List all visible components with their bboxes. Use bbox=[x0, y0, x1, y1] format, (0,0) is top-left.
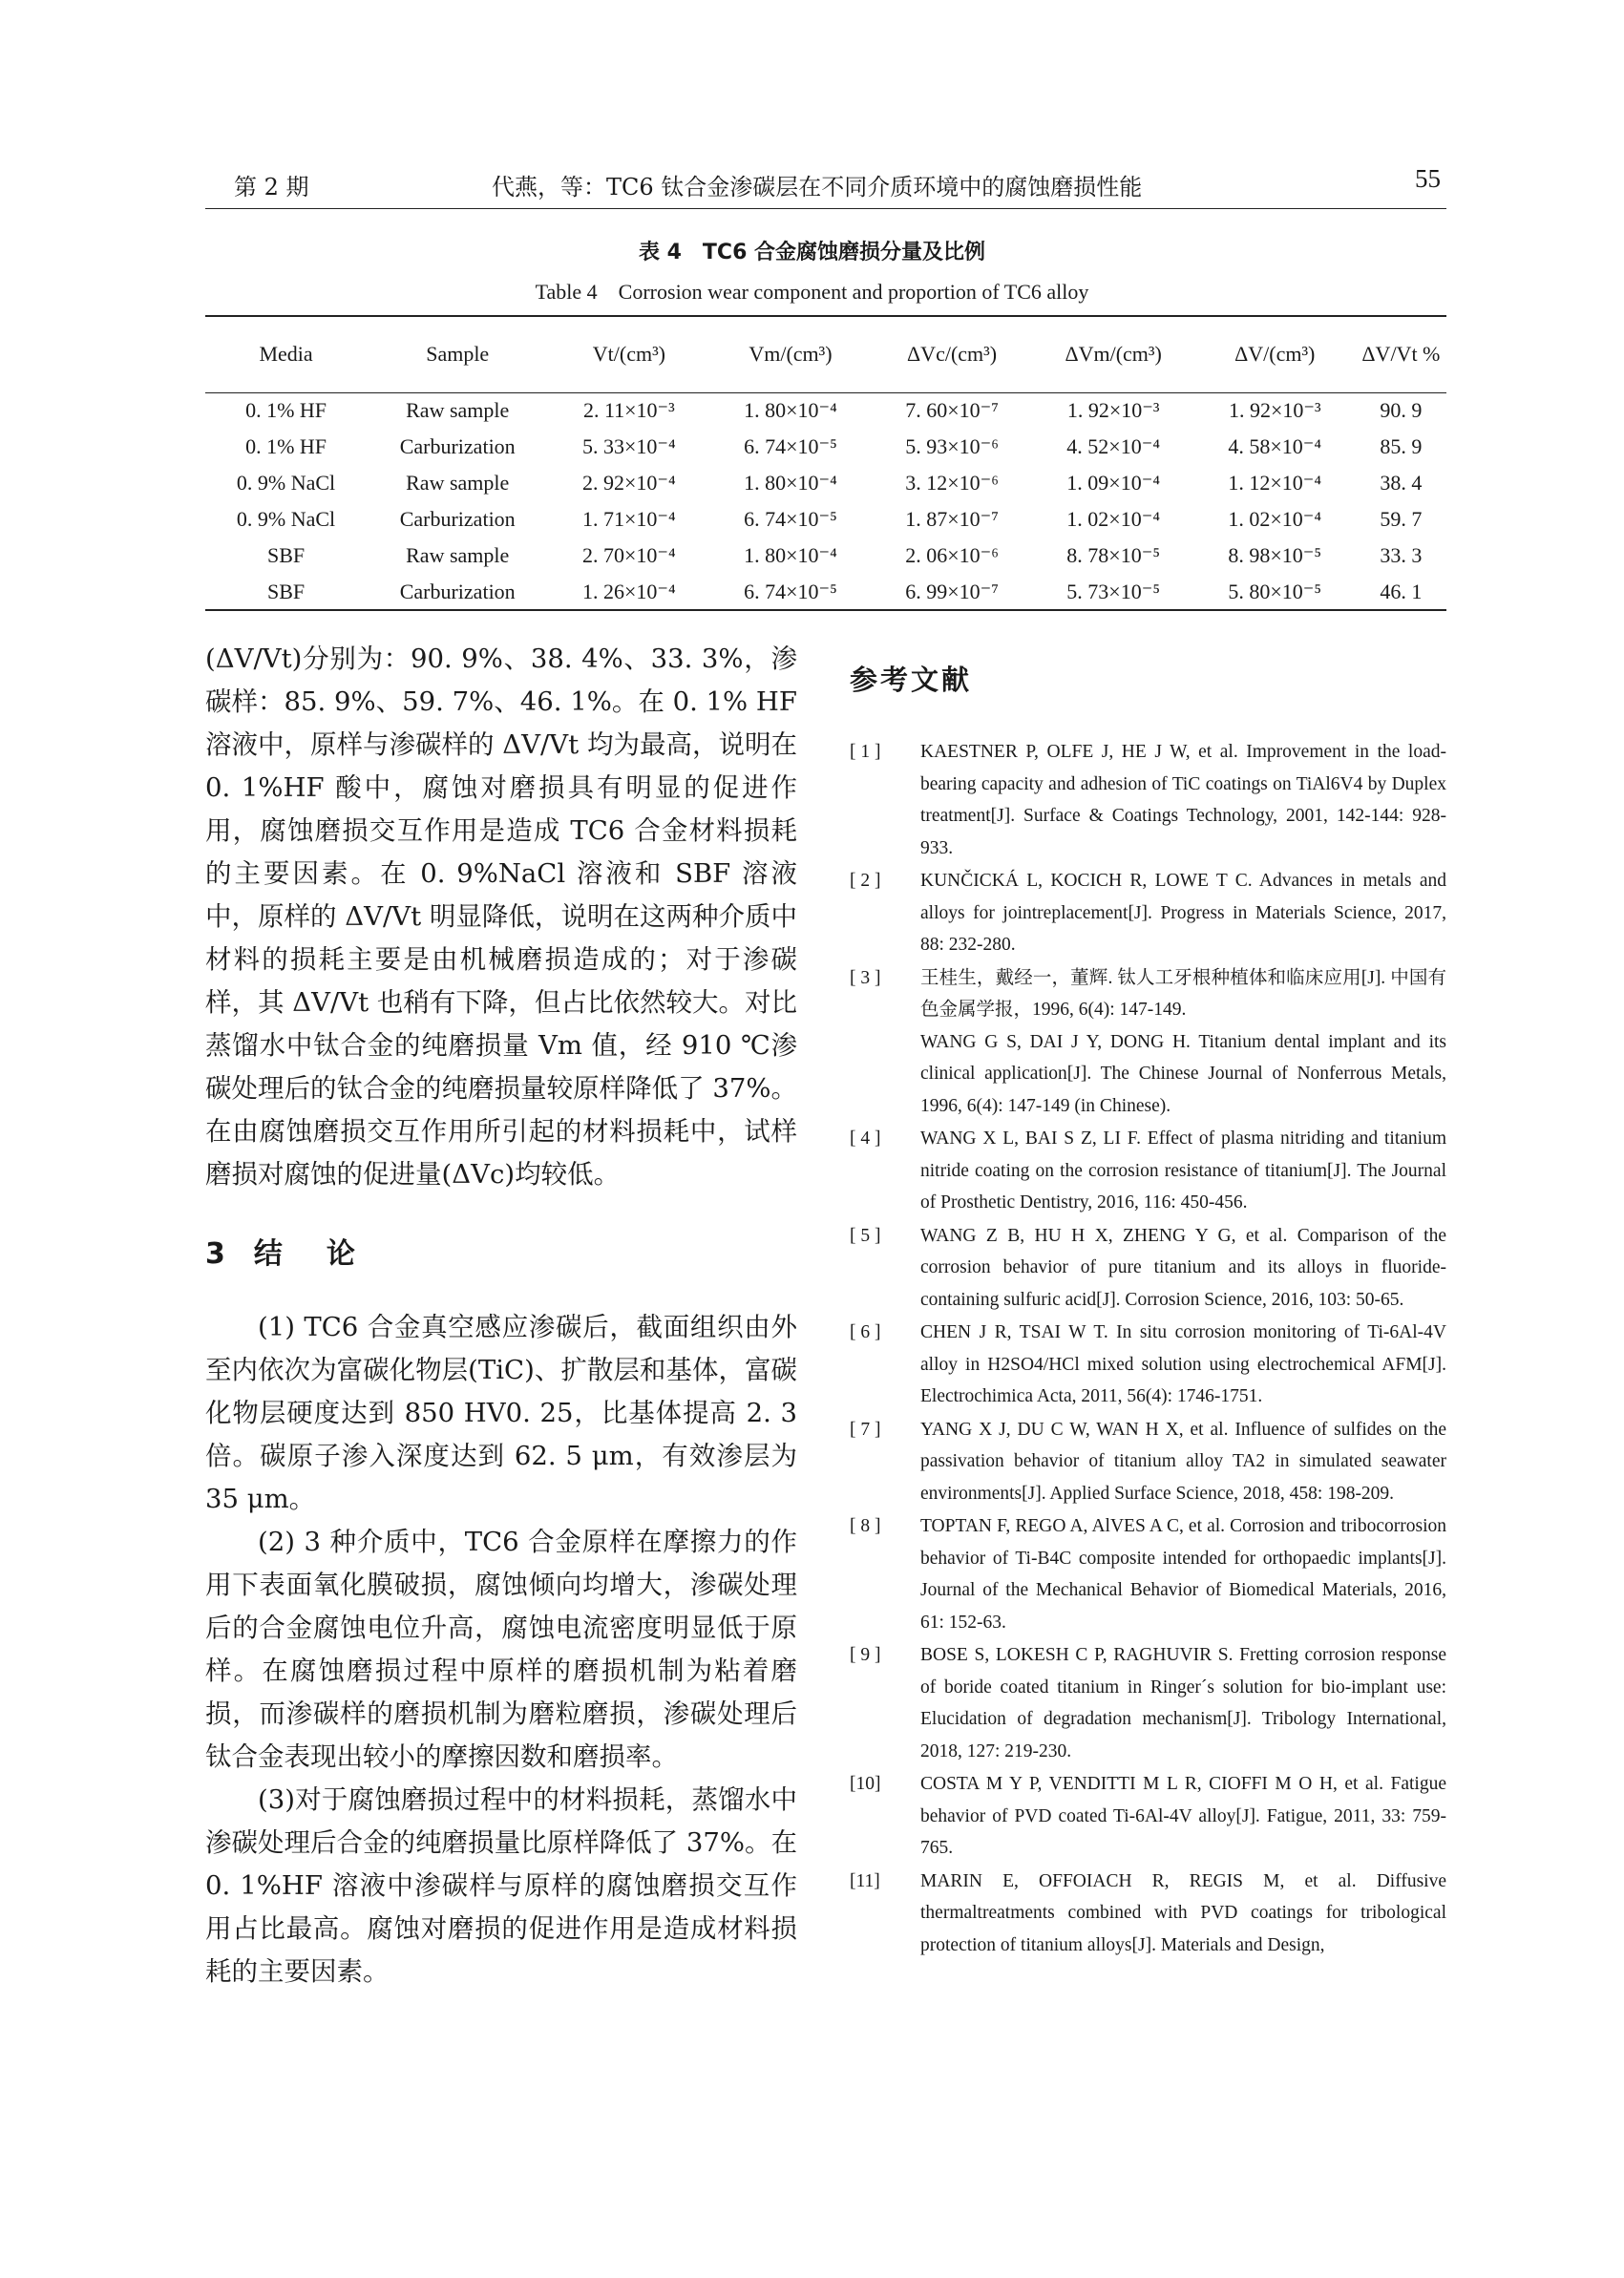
table-cell: 5. 73×10⁻⁵ bbox=[1066, 579, 1160, 603]
table-cell: 0. 9% NaCl bbox=[236, 471, 336, 495]
table-header-cell: Media bbox=[259, 342, 313, 367]
table-cell: 2. 92×10⁻⁴ bbox=[582, 471, 676, 495]
table-row bbox=[205, 392, 1446, 429]
reference-number: [ 9 ] bbox=[850, 1645, 881, 1665]
reference-number: [ 7 ] bbox=[850, 1419, 881, 1440]
table-cell: 2. 06×10⁻⁶ bbox=[905, 543, 999, 567]
table-cell: Raw sample bbox=[406, 398, 510, 423]
reference-text: KAESTNER P, OLFE J, HE J W, et al. Improvement in the load-bearing capacity and adhesion of TiC coatings on TiAl6V4 by Duplex treatment[J]. Surface & Coatings Technology, 2001, 142-144: 928-933. bbox=[920, 742, 1446, 858]
table-header-cell: ΔVc/(cm³) bbox=[907, 342, 998, 367]
reference-text: WANG X L, BAI S Z, LI F. Effect of plasma nitriding and titanium nitride coating on the corrosion resistance of titanium[J]. The Journal of Prosthetic Dentistry, 2016, 116: 450-456. bbox=[920, 1128, 1446, 1213]
issue-label: 第 2 期 bbox=[234, 174, 309, 200]
conclusion-1: (1) TC6 合金真空感应渗碳后，截面组织由外至内依次为富碳化物层(TiC)、扩散层和基体，富碳化物层硬度达到 850 HV0. 25，比基体提高 2. 3 倍。碳原子渗入深度达到 62. 5 μm，有效渗层为 35 μm。 bbox=[205, 1312, 797, 1514]
table-cell: 0. 9% NaCl bbox=[236, 507, 336, 531]
table-cell: 1. 80×10⁻⁴ bbox=[744, 543, 837, 567]
reference-item bbox=[850, 1639, 1446, 1767]
conclusion-2: (2) 3 种介质中，TC6 合金原样在摩擦力的作用下表面氧化膜破损，腐蚀倾向均增大，渗碳处理后的合金腐蚀电位升高，腐蚀电流密度明显低于原样。在腐蚀磨损过程中原样的磨损机制为粘着磨损，而渗碳样的磨损机制为磨粒磨损，渗碳处理后钛合金表现出较小的摩擦因数和磨损率。 bbox=[205, 1527, 797, 1772]
reference-text: KUNČICKÁ L, KOCICH R, LOWE T C. Advances in metals and alloys for jointreplacement[J]. Progress in Materials Science, 2017, 88: 232-280. bbox=[920, 871, 1446, 955]
table-row bbox=[205, 501, 1446, 538]
table-header-row bbox=[205, 316, 1446, 392]
table-caption-cn: 表 4 TC6 合金腐蚀磨损分量及比例 bbox=[638, 241, 986, 264]
reference-item bbox=[850, 1123, 1446, 1219]
reference-number: [ 4 ] bbox=[850, 1128, 881, 1149]
reference-text: MARIN E, OFFOIACH R, REGIS M, et al. Diffusive thermaltreatments combined with PVD coatings for tribological protection of titanium alloys[J]. Materials and Design, bbox=[920, 1870, 1446, 1955]
corrosion-wear-table bbox=[205, 315, 1446, 611]
reference-text-en: WANG G S, DAI J Y, DONG H. Titanium dental implant and its clinical application[J]. The Chinese Journal of Nonferrous Metals, 1996, 6(4): 147-149 (in Chinese). bbox=[920, 1031, 1446, 1116]
reference-number: [ 8 ] bbox=[850, 1516, 881, 1536]
table-header-cell: Vm/(cm³) bbox=[749, 342, 833, 367]
table-header-cell: ΔV/(cm³) bbox=[1234, 342, 1316, 367]
table-header-cell: Vt/(cm³) bbox=[592, 342, 665, 367]
table-cell: 1. 80×10⁻⁴ bbox=[744, 398, 837, 423]
table-cell: 2. 70×10⁻⁴ bbox=[582, 543, 676, 567]
table-row bbox=[205, 429, 1446, 465]
reference-text: 王桂生，戴经一，董辉. 钛人工牙根种植体和临床应用[J]. 中国有色金属学报，1996, 6(4): 147-149. bbox=[920, 967, 1446, 1020]
reference-number: [ 6 ] bbox=[850, 1322, 881, 1342]
reference-text: COSTA M Y P, VENDITTI M L R, CIOFFI M O H, et al. Fatigue behavior of PVD coated Ti-6Al-4V alloy[J]. Fatigue, 2011, 33: 759-765. bbox=[920, 1774, 1446, 1858]
table-cell: 1. 12×10⁻⁴ bbox=[1228, 471, 1322, 495]
table-cell: 7. 60×10⁻⁷ bbox=[905, 398, 999, 423]
reference-number: [ 2 ] bbox=[850, 871, 881, 891]
table-cell: 1. 02×10⁻⁴ bbox=[1228, 507, 1322, 531]
page-number: 55 bbox=[1415, 164, 1441, 193]
table-header-cell: ΔV/Vt % bbox=[1361, 342, 1441, 367]
reference-number: [10] bbox=[850, 1774, 881, 1794]
table-cell: 1. 02×10⁻⁴ bbox=[1066, 507, 1160, 531]
table-cell: 1. 92×10⁻³ bbox=[1066, 398, 1160, 423]
table-cell: Carburization bbox=[399, 507, 516, 531]
left-column bbox=[205, 638, 797, 1993]
table-cell: Carburization bbox=[399, 579, 516, 603]
reference-number: [ 1 ] bbox=[850, 742, 881, 762]
table-body bbox=[205, 392, 1446, 610]
table-cell: 1. 09×10⁻⁴ bbox=[1066, 471, 1160, 495]
table-cell: 38. 4 bbox=[1380, 471, 1423, 495]
conclusion-3: (3)对于腐蚀磨损过程中的材料损耗，蒸馏水中渗碳处理后合金的纯磨损量比原样降低了 37%。在 0. 1%HF 溶液中渗碳样与原样的腐蚀磨损交互作用占比最高。腐蚀对磨损的促进作用是造成材料损耗的主要因素。 bbox=[205, 1784, 797, 1987]
section-number: 3 bbox=[205, 1237, 233, 1271]
reference-item bbox=[850, 1414, 1446, 1510]
table-cell: 6. 99×10⁻⁷ bbox=[905, 579, 999, 603]
reference-number: [11] bbox=[850, 1870, 880, 1891]
table-cell: 8. 78×10⁻⁵ bbox=[1066, 543, 1160, 567]
reference-text: BOSE S, LOKESH C P, RAGHUVIR S. Fretting corrosion response of boride coated titanium in Ringer´s solution for bio-implant use: Elucidation of degradation mechanism[J]. Tribology International, 2018, 127: 219-230. bbox=[920, 1645, 1446, 1761]
table-row bbox=[205, 465, 1446, 501]
table-cell: 4. 58×10⁻⁴ bbox=[1228, 434, 1322, 458]
table-header-cell: ΔVm/(cm³) bbox=[1065, 342, 1162, 367]
reference-item bbox=[850, 736, 1446, 864]
reference-number: [ 3 ] bbox=[850, 967, 881, 988]
running-title: 代燕，等：TC6 钛合金渗碳层在不同介质环境中的腐蚀磨损性能 bbox=[492, 174, 1143, 200]
reference-list bbox=[850, 736, 1446, 1961]
page-header bbox=[205, 164, 1446, 209]
reference-number: [ 5 ] bbox=[850, 1225, 881, 1246]
table-cell: 0. 1% HF bbox=[245, 398, 327, 423]
table-cell: 5. 93×10⁻⁶ bbox=[905, 434, 999, 458]
reference-item bbox=[850, 1317, 1446, 1413]
reference-text: TOPTAN F, REGO A, AlVES A C, et al. Corrosion and tribocorrosion behavior of Ti-B4C composite intended for orthopaedic implants[J]. Journal of the Mechanical Behavior of Biomedical Materials, 2016, 61: 152-63. bbox=[920, 1516, 1446, 1633]
table-cell: Raw sample bbox=[406, 471, 510, 495]
table-cell: 1. 71×10⁻⁴ bbox=[582, 507, 676, 531]
table-row bbox=[205, 574, 1446, 610]
reference-item bbox=[850, 865, 1446, 961]
table-cell: 4. 52×10⁻⁴ bbox=[1066, 434, 1160, 458]
table-cell: 6. 74×10⁻⁵ bbox=[744, 507, 837, 531]
reference-text: YANG X J, DU C W, WAN H X, et al. Influence of sulfides on the passivation behavior of titanium alloy TA2 in simulated seawater environments[J]. Applied Surface Science, 2018, 458: 198-209. bbox=[920, 1419, 1446, 1504]
table-cell: SBF bbox=[266, 579, 306, 603]
table-cell: 5. 33×10⁻⁴ bbox=[582, 434, 676, 458]
table-cell: 2. 11×10⁻³ bbox=[582, 398, 675, 423]
table-cell: SBF bbox=[266, 543, 306, 567]
reference-item bbox=[850, 1510, 1446, 1638]
table-cell: 1. 92×10⁻³ bbox=[1228, 398, 1321, 423]
table-caption-en: Table 4 Corrosion wear component and proportion of TC6 alloy bbox=[535, 280, 1089, 304]
results-paragraph: (ΔV/Vt)分别为：90. 9%、38. 4%、33. 3%，渗碳样：85. 9%、59. 7%、46. 1%。在 0. 1% HF 溶液中，原样与渗碳样的 ΔV/Vt 均为最高，说明在 0. 1%HF 酸中，腐蚀对磨损具有明显的促进作用，腐蚀磨损交互作用是造成 TC6 合金材料损耗的主要因素。在 0. 9%NaCl 溶液和 SBF 溶液中，原样的 ΔV/Vt 明显降低，说明在这两种介质中材料的损耗主要是由机械磨损造成的；对于渗碳样，其 ΔV/Vt 也稍有下降，但占比依然较大。对比蒸馏水中钛合金的纯磨损量 Vm 值，经 910 ℃渗碳处理后的钛合金的纯磨损量较原样降低了 37%。在由腐蚀磨损交互作用所引起的材料损耗中，试样磨损对腐蚀的促进量(ΔVc)均较低。 bbox=[205, 643, 797, 1190]
table-cell: 90. 9 bbox=[1380, 398, 1423, 423]
table-cell: 8. 98×10⁻⁵ bbox=[1228, 543, 1322, 567]
reference-item bbox=[850, 962, 1446, 1123]
table-cell: 0. 1% HF bbox=[245, 434, 327, 458]
reference-item bbox=[850, 1220, 1446, 1317]
references-heading: 参考文献 bbox=[850, 664, 973, 696]
reference-item bbox=[850, 1768, 1446, 1865]
reference-text: WANG Z B, HU H X, ZHENG Y G, et al. Comparison of the corrosion behavior of pure titanium and its alloys in fluoride-containing sulfuric acid[J]. Corrosion Science, 2016, 103: 50-65. bbox=[920, 1225, 1446, 1310]
table-cell: 3. 12×10⁻⁶ bbox=[905, 471, 999, 495]
section-title: 结 论 bbox=[253, 1237, 363, 1271]
table-row bbox=[205, 538, 1446, 574]
table-cell: Carburization bbox=[399, 434, 516, 458]
reference-text: CHEN J R, TSAI W T. In situ corrosion monitoring of Ti-6Al-4V alloy in H2SO4/HCl mixed solution using electrochemical AFM[J]. Electrochimica Acta, 2011, 56(4): 1746-1751. bbox=[920, 1322, 1446, 1406]
reference-item bbox=[850, 1866, 1446, 1962]
table-cell: 33. 3 bbox=[1380, 543, 1423, 567]
section-heading bbox=[205, 1233, 797, 1276]
table-cell: 6. 74×10⁻⁵ bbox=[744, 434, 837, 458]
table-cell: 46. 1 bbox=[1380, 579, 1423, 603]
table-cell: 85. 9 bbox=[1380, 434, 1423, 458]
table-cell: 59. 7 bbox=[1380, 507, 1423, 531]
table-cell: 5. 80×10⁻⁵ bbox=[1228, 579, 1322, 603]
table-header-cell: Sample bbox=[426, 342, 490, 367]
table-cell: 1. 26×10⁻⁴ bbox=[582, 579, 676, 603]
table-cell: 1. 80×10⁻⁴ bbox=[744, 471, 837, 495]
references-column bbox=[850, 659, 1446, 1962]
table-cell: 6. 74×10⁻⁵ bbox=[744, 579, 837, 603]
table-cell: 1. 87×10⁻⁷ bbox=[905, 507, 999, 531]
table-cell: Raw sample bbox=[406, 543, 510, 567]
